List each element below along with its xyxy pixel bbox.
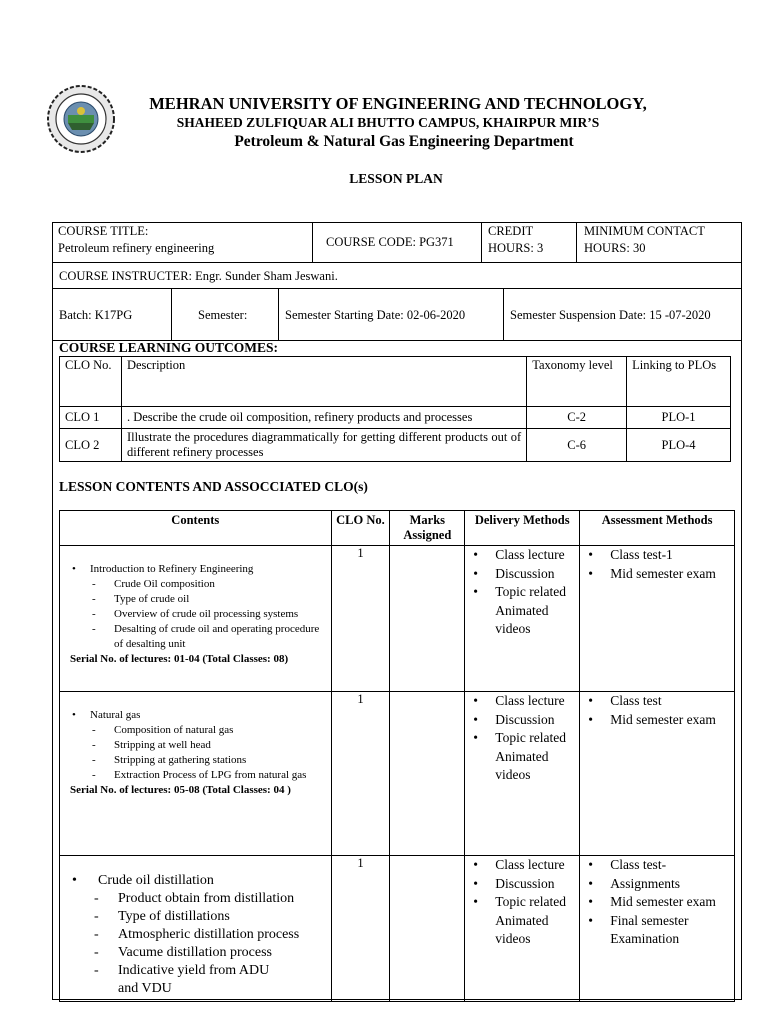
- clo-header-row: [60, 357, 731, 407]
- marks-header: Marks Assigned: [390, 511, 465, 546]
- lesson-row: [60, 856, 735, 1002]
- subtopic: - Crude Oil composition: [64, 577, 327, 592]
- contact-hours-label: MINIMUM CONTACT: [584, 224, 705, 238]
- delivery-method: • Class lecture: [465, 856, 579, 875]
- department-name: Petroleum & Natural Gas Engineering Department: [234, 133, 574, 150]
- clo-number: CLO 2: [60, 429, 122, 462]
- lesson-topic: • Natural gas: [64, 708, 327, 723]
- subtopic-list: [64, 890, 327, 998]
- assessment-methods: [580, 692, 735, 856]
- semester-suspension-date: Semester Suspension Date: 15 -07-2020: [510, 308, 711, 322]
- lesson-topic: • Crude oil distillation: [64, 872, 327, 890]
- delivery-methods: [465, 856, 580, 1002]
- subtopic: - Indicative yield from ADU and VDU: [64, 962, 327, 998]
- lecture-serial: Serial No. of lectures: 01-04 (Total Classes: 08): [70, 653, 289, 665]
- lecture-serial: Serial No. of lectures: 05-08 (Total Classes: 04 ): [70, 784, 291, 796]
- clo-row: [60, 407, 731, 429]
- assessment-method: • Assignments: [580, 875, 734, 894]
- clo-description: . Describe the crude oil composition, refinery products and processes: [121, 407, 526, 429]
- semester-start-date: Semester Starting Date: 02-06-2020: [285, 308, 466, 322]
- lesson-contents: [60, 546, 332, 692]
- lesson-contents: [60, 692, 332, 856]
- credit-hours-value: HOURS: 3: [488, 241, 544, 255]
- subtopic: - Extraction Process of LPG from natural gas: [64, 768, 327, 783]
- clo-taxonomy: C-6: [527, 429, 627, 462]
- delivery-method: • Topic related Animated videos: [465, 893, 579, 949]
- lesson-table: [59, 510, 735, 1002]
- outcomes-heading: COURSE LEARNING OUTCOMES:: [59, 340, 279, 355]
- assessment-method: • Class test: [580, 692, 734, 711]
- clo-row: [60, 429, 731, 462]
- clo-no-header: CLO No.: [331, 511, 390, 546]
- document-title: LESSON PLAN: [349, 171, 443, 186]
- assessment-method: • Mid semester exam: [580, 893, 734, 912]
- clo-no-header: CLO No.: [60, 357, 122, 407]
- lesson-heading: LESSON CONTENTS AND ASSOCCIATED CLO(s): [59, 479, 368, 494]
- subtopic: - Vacume distillation process: [64, 944, 327, 962]
- description-header: Description: [121, 357, 526, 407]
- delivery-method: • Topic related Animated videos: [465, 729, 579, 785]
- course-code: COURSE CODE: PG371: [326, 235, 454, 249]
- subtopic: - Type of crude oil: [64, 592, 327, 607]
- clo-plo: PLO-1: [627, 407, 731, 429]
- lesson-row: [60, 692, 735, 856]
- delivery-method: • Discussion: [465, 711, 579, 730]
- contents-header: Contents: [60, 511, 332, 546]
- delivery-method: • Discussion: [465, 565, 579, 584]
- delivery-header: Delivery Methods: [465, 511, 580, 546]
- assessment-method: • Mid semester exam: [580, 565, 734, 584]
- subtopic: - Stripping at well head: [64, 738, 327, 753]
- subtopic: - Stripping at gathering stations: [64, 753, 327, 768]
- clo-taxonomy: C-2: [527, 407, 627, 429]
- delivery-method: • Class lecture: [465, 692, 579, 711]
- campus-name: SHAHEED ZULFIQUAR ALI BHUTTO CAMPUS, KHAIRPUR MIR’S: [176, 115, 600, 130]
- assessment-header: Assessment Methods: [580, 511, 735, 546]
- semester: Semester:: [198, 308, 248, 322]
- contact-hours-value: HOURS: 30: [584, 241, 646, 255]
- delivery-methods: [465, 546, 580, 692]
- lesson-clo: 1: [331, 856, 390, 1002]
- subtopic: - Composition of natural gas: [64, 723, 327, 738]
- subtopic: - Overview of crude oil processing systems: [64, 607, 327, 622]
- marks-assigned: [390, 692, 465, 856]
- subtopic: - Desalting of crude oil and operating procedure of desalting unit: [64, 622, 327, 652]
- marks-assigned: [390, 856, 465, 1002]
- assessment-method: • Final semester Examination: [580, 912, 734, 949]
- clo-table: [59, 356, 731, 462]
- delivery-method: • Class lecture: [465, 546, 579, 565]
- lesson-topic: • Introduction to Refinery Engineering: [64, 562, 327, 577]
- subtopic: - Type of distillations: [64, 908, 327, 926]
- lesson-contents: [60, 856, 332, 1002]
- assessment-method: • Class test-1: [580, 546, 734, 565]
- marks-assigned: [390, 546, 465, 692]
- lesson-clo: 1: [331, 546, 390, 692]
- delivery-method: • Topic related Animated videos: [465, 583, 579, 639]
- assessment-methods: [580, 856, 735, 1002]
- delivery-methods: [465, 692, 580, 856]
- assessment-method: • Mid semester exam: [580, 711, 734, 730]
- course-title-value: Petroleum refinery engineering: [58, 241, 215, 255]
- credit-hours-label: CREDIT: [488, 224, 534, 238]
- subtopic: - Product obtain from distillation: [64, 890, 327, 908]
- delivery-method: • Discussion: [465, 875, 579, 894]
- clo-description: Illustrate the procedures diagrammatically for getting different products out of different refinery processes: [121, 429, 526, 462]
- taxonomy-header: Taxonomy level: [527, 357, 627, 407]
- batch: Batch: K17PG: [59, 308, 133, 322]
- university-name: MEHRAN UNIVERSITY OF ENGINEERING AND TECHNOLOGY,: [149, 94, 647, 113]
- plo-header: Linking to PLOs: [627, 357, 731, 407]
- course-instructor: COURSE INSTRUCTER: Engr. Sunder Sham Jeswani.: [59, 269, 338, 283]
- course-title-label: COURSE TITLE:: [58, 224, 149, 238]
- assessment-methods: [580, 546, 735, 692]
- assessment-method: • Class test-: [580, 856, 734, 875]
- clo-number: CLO 1: [60, 407, 122, 429]
- subtopic: - Atmospheric distillation process: [64, 926, 327, 944]
- lesson-header-row: [60, 511, 735, 546]
- clo-plo: PLO-4: [627, 429, 731, 462]
- subtopic-list: [64, 723, 327, 783]
- lesson-clo: 1: [331, 692, 390, 856]
- subtopic-list: [64, 577, 327, 652]
- lesson-row: [60, 546, 735, 692]
